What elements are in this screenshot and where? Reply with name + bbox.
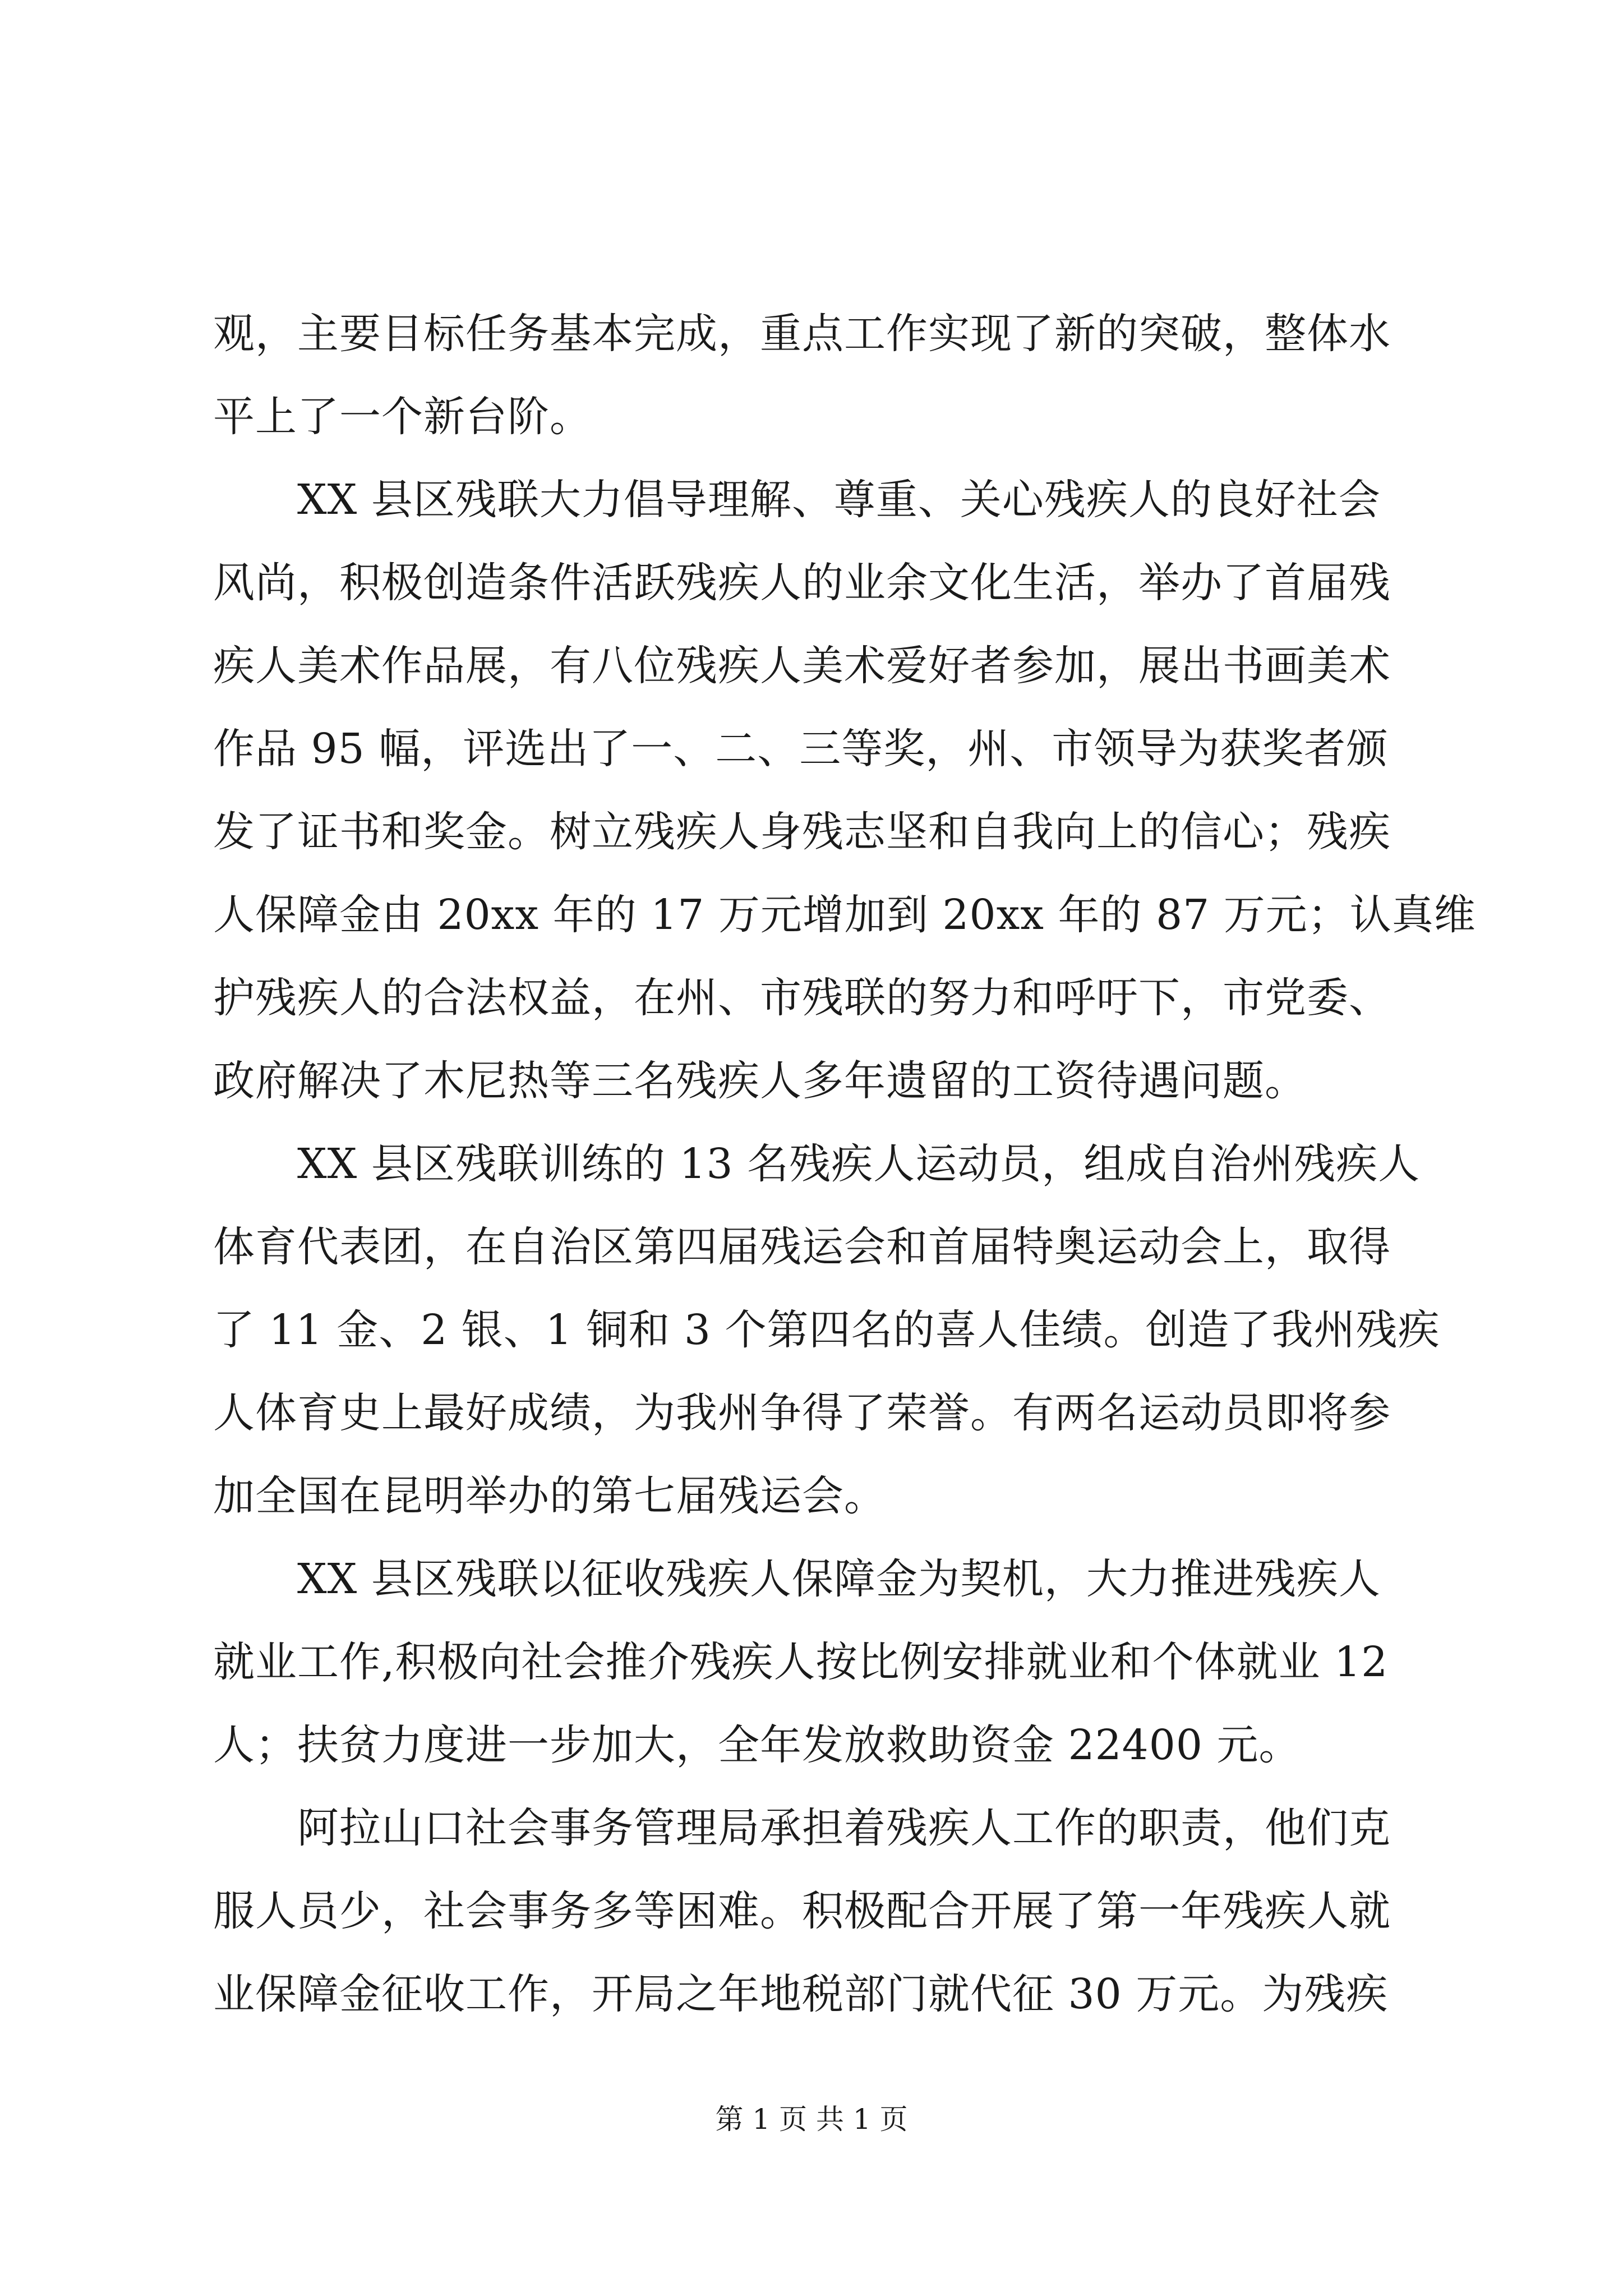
body-text-line: 疾人美术作品展，有八位残疾人美术爱好者参加，展出书画美术	[213, 642, 1391, 690]
body-text-line: 人体育史上最好成绩，为我州争得了荣誉。有两名运动员即将参	[213, 1389, 1391, 1437]
body-text-line: 加全国在昆明举办的第七届残运会。	[213, 1472, 886, 1520]
body-text-line: 护残疾人的合法权益，在州、市残联的努力和呼吁下，市党委、	[213, 974, 1391, 1022]
body-text-line: 人；扶贫力度进一步加大，全年发放救助资金 22400 元。	[213, 1721, 1301, 1769]
body-text-line: 人保障金由 20xx 年的 17 万元增加到 20xx 年的 87 万元；认真维	[213, 891, 1476, 939]
body-text-line: 就业工作,积极向社会推介残疾人按比例安排就业和个体就业 12	[213, 1638, 1389, 1686]
body-text-line: 体育代表团，在自治区第四届残运会和首届特奥运动会上，取得	[213, 1223, 1391, 1271]
body-text-line: XX 县区残联训练的 13 名残疾人运动员，组成自治州残疾人	[213, 1140, 1421, 1188]
body-text-line: 平上了一个新台阶。	[213, 393, 592, 441]
body-text-line: 服人员少，社会事务多等困难。积极配合开展了第一年残疾人就	[213, 1887, 1391, 1935]
body-text-line: 风尚，积极创造条件活跃残疾人的业余文化生活，举办了首届残	[213, 559, 1391, 607]
body-text-line: 作品 95 幅，评选出了一、二、三等奖，州、市领导为获奖者颁	[213, 725, 1389, 773]
body-text-line: 发了证书和奖金。树立残疾人身残志坚和自我向上的信心；残疾	[213, 808, 1391, 856]
body-text-line: 政府解决了木尼热等三名残疾人多年遗留的工资待遇问题。	[213, 1057, 1307, 1105]
body-text-line: 业保障金征收工作，开局之年地税部门就代征 30 万元。为残疾	[213, 1970, 1389, 2018]
body-text-line: XX 县区残联以征收残疾人保障金为契机，大力推进残疾人	[213, 1555, 1381, 1603]
page-number-footer: 第 1 页 共 1 页	[715, 2103, 908, 2136]
body-text-line: 了 11 金、2 银、1 铜和 3 个第四名的喜人佳绩。创造了我州残疾	[213, 1306, 1440, 1354]
body-text-line: XX 县区残联大力倡导理解、尊重、关心残疾人的良好社会	[213, 476, 1381, 524]
body-text-line: 观，主要目标任务基本完成，重点工作实现了新的突破，整体水	[213, 310, 1391, 358]
body-text-line: 阿拉山口社会事务管理局承担着残疾人工作的职责，他们克	[213, 1804, 1391, 1852]
